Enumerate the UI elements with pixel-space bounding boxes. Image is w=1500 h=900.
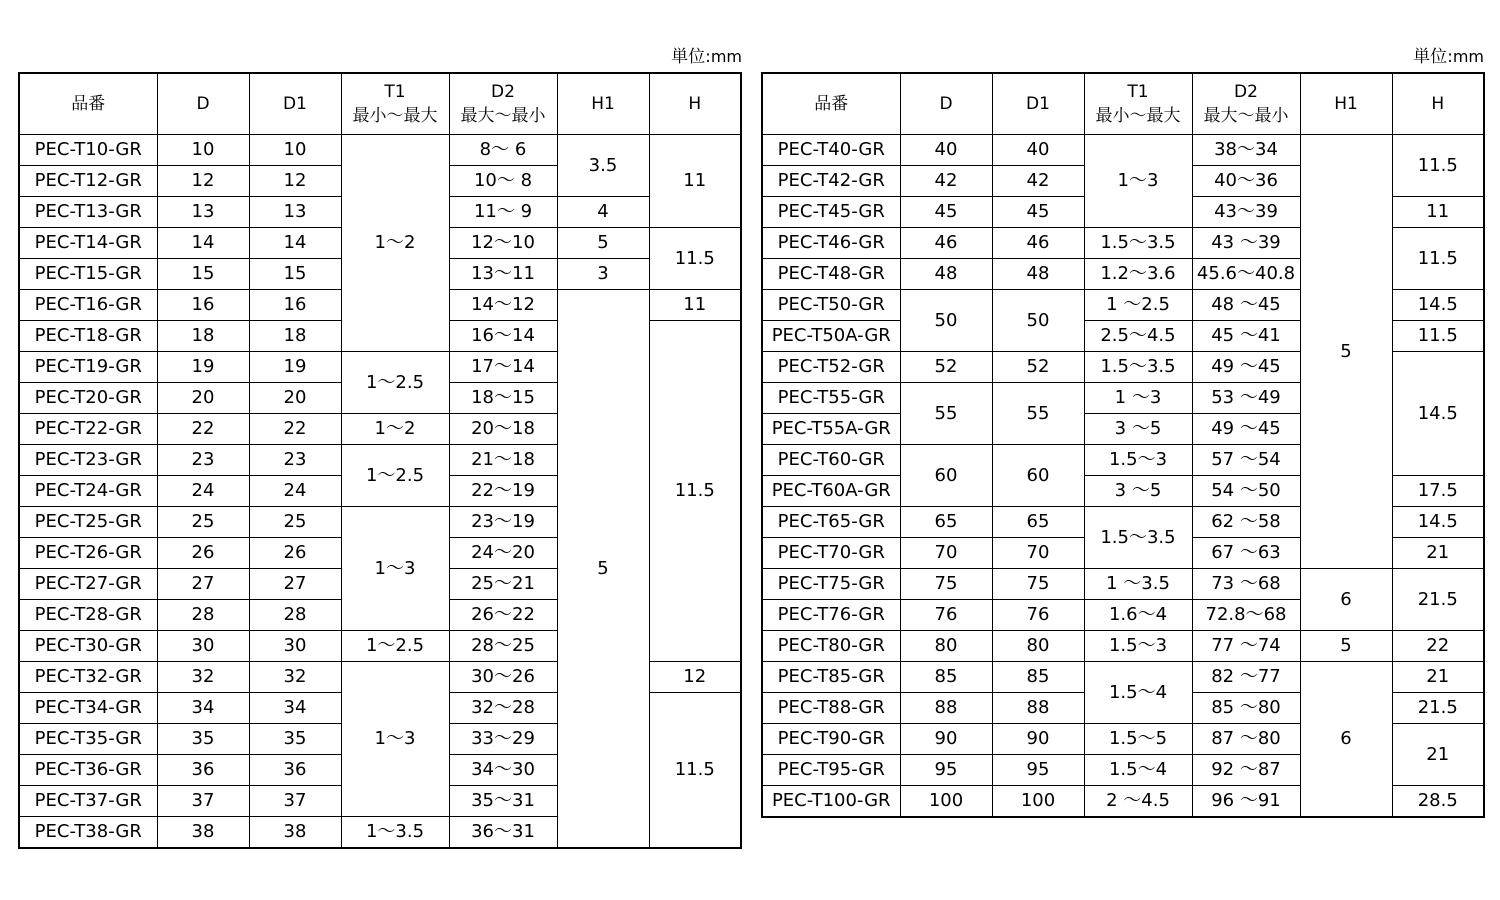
cell-code: PEC-T35-GR — [19, 724, 157, 755]
cell-d2: 40～36 — [1192, 166, 1300, 197]
cell-h: 11 — [649, 135, 741, 228]
header-d1: D1 — [992, 73, 1084, 135]
cell-code: PEC-T32-GR — [19, 662, 157, 693]
cell-d: 13 — [157, 197, 249, 228]
cell-d2: 35～31 — [449, 786, 557, 817]
cell-h1: 6 — [1300, 569, 1392, 631]
cell-d: 26 — [157, 538, 249, 569]
header-code: 品番 — [762, 73, 900, 135]
cell-h: 12 — [649, 662, 741, 693]
cell-d2: 25～21 — [449, 569, 557, 600]
cell-code: PEC-T24-GR — [19, 476, 157, 507]
cell-code: PEC-T13-GR — [19, 197, 157, 228]
cell-h: 14.5 — [1392, 352, 1484, 476]
cell-code: PEC-T65-GR — [762, 507, 900, 538]
cell-code: PEC-T37-GR — [19, 786, 157, 817]
cell-d1: 24 — [249, 476, 341, 507]
cell-h: 21 — [1392, 724, 1484, 786]
cell-code: PEC-T12-GR — [19, 166, 157, 197]
cell-d1: 65 — [992, 507, 1084, 538]
header-h1: H1 — [557, 73, 649, 135]
cell-code: PEC-T40-GR — [762, 135, 900, 166]
cell-code: PEC-T20-GR — [19, 383, 157, 414]
cell-d2: 18～15 — [449, 383, 557, 414]
cell-d2: 13～11 — [449, 259, 557, 290]
cell-d1: 52 — [992, 352, 1084, 383]
cell-d1: 30 — [249, 631, 341, 662]
cell-code: PEC-T38-GR — [19, 817, 157, 849]
table-row — [762, 569, 1484, 600]
cell-d1: 85 — [992, 662, 1084, 693]
cell-code: PEC-T50-GR — [762, 290, 900, 321]
cell-d2: 21～18 — [449, 445, 557, 476]
cell-d2: 77 ～74 — [1192, 631, 1300, 662]
cell-d2: 92 ～87 — [1192, 755, 1300, 786]
cell-code: PEC-T19-GR — [19, 352, 157, 383]
cell-h: 11 — [1392, 197, 1484, 228]
cell-t1: 1.5～5 — [1084, 724, 1192, 755]
cell-d2: 12～10 — [449, 228, 557, 259]
cell-d2: 32～28 — [449, 693, 557, 724]
header-row — [762, 73, 1484, 135]
cell-code: PEC-T70-GR — [762, 538, 900, 569]
header-d: D — [157, 73, 249, 135]
cell-h: 11 — [649, 290, 741, 321]
cell-d1: 12 — [249, 166, 341, 197]
cell-d: 85 — [900, 662, 992, 693]
cell-d: 88 — [900, 693, 992, 724]
cell-code: PEC-T30-GR — [19, 631, 157, 662]
cell-h: 21 — [1392, 538, 1484, 569]
cell-d1: 23 — [249, 445, 341, 476]
cell-t1: 1.5～3 — [1084, 445, 1192, 476]
cell-d: 100 — [900, 786, 992, 818]
cell-t1: 1.5～3.5 — [1084, 352, 1192, 383]
cell-d2: 73 ～68 — [1192, 569, 1300, 600]
cell-code: PEC-T16-GR — [19, 290, 157, 321]
cell-t1: 1～2.5 — [341, 445, 449, 507]
cell-code: PEC-T42-GR — [762, 166, 900, 197]
cell-code: PEC-T14-GR — [19, 228, 157, 259]
cell-code: PEC-T28-GR — [19, 600, 157, 631]
header-t1: T1 最小～最大 — [341, 73, 449, 135]
cell-code: PEC-T46-GR — [762, 228, 900, 259]
cell-d1: 75 — [992, 569, 1084, 600]
cell-t1: 3 ～5 — [1084, 414, 1192, 445]
cell-d1: 42 — [992, 166, 1084, 197]
cell-h1: 5 — [557, 290, 649, 849]
cell-h: 17.5 — [1392, 476, 1484, 507]
cell-t1: 1～2.5 — [341, 352, 449, 414]
cell-h: 14.5 — [1392, 290, 1484, 321]
cell-d: 24 — [157, 476, 249, 507]
cell-d: 25 — [157, 507, 249, 538]
cell-code: PEC-T26-GR — [19, 538, 157, 569]
cell-t1: 1 ～2.5 — [1084, 290, 1192, 321]
cell-d: 20 — [157, 383, 249, 414]
cell-d2: 11～ 9 — [449, 197, 557, 228]
header-code: 品番 — [19, 73, 157, 135]
cell-d1: 22 — [249, 414, 341, 445]
cell-d2: 72.8～68 — [1192, 600, 1300, 631]
header-h: H — [1392, 73, 1484, 135]
table-row — [19, 135, 741, 166]
cell-d1: 76 — [992, 600, 1084, 631]
cell-h1: 6 — [1300, 662, 1392, 818]
cell-d1: 34 — [249, 693, 341, 724]
cell-code: PEC-T15-GR — [19, 259, 157, 290]
cell-d: 32 — [157, 662, 249, 693]
cell-t1: 1 ～3 — [1084, 383, 1192, 414]
cell-d: 34 — [157, 693, 249, 724]
cell-d1: 35 — [249, 724, 341, 755]
cell-d: 18 — [157, 321, 249, 352]
cell-d1: 14 — [249, 228, 341, 259]
cell-d2: 14～12 — [449, 290, 557, 321]
cell-d: 95 — [900, 755, 992, 786]
cell-d2: 43～39 — [1192, 197, 1300, 228]
cell-d2: 96 ～91 — [1192, 786, 1300, 818]
cell-d: 37 — [157, 786, 249, 817]
header-t1: T1 最小～最大 — [1084, 73, 1192, 135]
cell-t1: 1～3 — [341, 662, 449, 817]
cell-d1: 45 — [992, 197, 1084, 228]
cell-h: 14.5 — [1392, 507, 1484, 538]
cell-d2: 17～14 — [449, 352, 557, 383]
cell-d1: 80 — [992, 631, 1084, 662]
cell-d: 55 — [900, 383, 992, 445]
cell-d1: 26 — [249, 538, 341, 569]
cell-d: 28 — [157, 600, 249, 631]
header-d1: D1 — [249, 73, 341, 135]
cell-h: 21 — [1392, 662, 1484, 693]
spec-table-right — [761, 72, 1485, 818]
cell-d2: 8～ 6 — [449, 135, 557, 166]
cell-d1: 10 — [249, 135, 341, 166]
cell-code: PEC-T36-GR — [19, 755, 157, 786]
cell-h: 11.5 — [1392, 135, 1484, 197]
cell-t1: 1～2.5 — [341, 631, 449, 662]
cell-d: 10 — [157, 135, 249, 166]
cell-d: 12 — [157, 166, 249, 197]
cell-d: 30 — [157, 631, 249, 662]
header-h: H — [649, 73, 741, 135]
cell-d1: 95 — [992, 755, 1084, 786]
cell-d1: 38 — [249, 817, 341, 849]
cell-t1: 2 ～4.5 — [1084, 786, 1192, 818]
cell-code: PEC-T90-GR — [762, 724, 900, 755]
cell-d2: 30～26 — [449, 662, 557, 693]
cell-h1: 3.5 — [557, 135, 649, 197]
cell-code: PEC-T85-GR — [762, 662, 900, 693]
cell-h: 22 — [1392, 631, 1484, 662]
table-row — [762, 631, 1484, 662]
cell-d: 16 — [157, 290, 249, 321]
cell-d2: 62 ～58 — [1192, 507, 1300, 538]
cell-d2: 43 ～39 — [1192, 228, 1300, 259]
cell-d: 38 — [157, 817, 249, 849]
header-d: D — [900, 73, 992, 135]
cell-t1: 1～2 — [341, 135, 449, 352]
cell-d: 48 — [900, 259, 992, 290]
cell-d2: 48 ～45 — [1192, 290, 1300, 321]
cell-code: PEC-T80-GR — [762, 631, 900, 662]
cell-h: 11.5 — [1392, 228, 1484, 290]
cell-d1: 40 — [992, 135, 1084, 166]
cell-d: 46 — [900, 228, 992, 259]
cell-d: 90 — [900, 724, 992, 755]
cell-d2: 23～19 — [449, 507, 557, 538]
cell-d2: 33～29 — [449, 724, 557, 755]
cell-code: PEC-T10-GR — [19, 135, 157, 166]
cell-code: PEC-T50A-GR — [762, 321, 900, 352]
cell-d2: 16～14 — [449, 321, 557, 352]
header-d2: D2 最大～最小 — [449, 73, 557, 135]
cell-d2: 10～ 8 — [449, 166, 557, 197]
cell-t1: 1.5～4 — [1084, 662, 1192, 724]
cell-t1: 3 ～5 — [1084, 476, 1192, 507]
cell-code: PEC-T25-GR — [19, 507, 157, 538]
cell-code: PEC-T55A-GR — [762, 414, 900, 445]
spec-table-left — [18, 72, 742, 849]
unit-label-left: 単位:mm — [671, 47, 742, 67]
cell-d2: 26～22 — [449, 600, 557, 631]
cell-h1: 5 — [1300, 135, 1392, 569]
cell-d2: 20～18 — [449, 414, 557, 445]
cell-h: 21.5 — [1392, 693, 1484, 724]
cell-d: 60 — [900, 445, 992, 507]
cell-t1: 1 ～3.5 — [1084, 569, 1192, 600]
cell-code: PEC-T52-GR — [762, 352, 900, 383]
cell-code: PEC-T22-GR — [19, 414, 157, 445]
cell-code: PEC-T27-GR — [19, 569, 157, 600]
cell-t1: 1～3 — [1084, 135, 1192, 228]
cell-code: PEC-T55-GR — [762, 383, 900, 414]
cell-t1: 1.5～4 — [1084, 755, 1192, 786]
cell-d1: 55 — [992, 383, 1084, 445]
cell-d1: 70 — [992, 538, 1084, 569]
cell-d1: 19 — [249, 352, 341, 383]
cell-d1: 60 — [992, 445, 1084, 507]
cell-d: 15 — [157, 259, 249, 290]
cell-d: 40 — [900, 135, 992, 166]
cell-t1: 1.5～3.5 — [1084, 507, 1192, 569]
cell-d2: 22～19 — [449, 476, 557, 507]
cell-t1: 1.2～3.6 — [1084, 259, 1192, 290]
cell-d: 45 — [900, 197, 992, 228]
cell-code: PEC-T34-GR — [19, 693, 157, 724]
cell-d2: 49 ～45 — [1192, 352, 1300, 383]
cell-code: PEC-T23-GR — [19, 445, 157, 476]
cell-code: PEC-T60A-GR — [762, 476, 900, 507]
cell-code: PEC-T95-GR — [762, 755, 900, 786]
cell-d: 75 — [900, 569, 992, 600]
cell-h: 28.5 — [1392, 786, 1484, 818]
cell-d1: 25 — [249, 507, 341, 538]
cell-h: 11.5 — [649, 321, 741, 662]
cell-d: 50 — [900, 290, 992, 352]
cell-d1: 16 — [249, 290, 341, 321]
cell-d2: 82 ～77 — [1192, 662, 1300, 693]
cell-d: 23 — [157, 445, 249, 476]
cell-d2: 87 ～80 — [1192, 724, 1300, 755]
cell-d1: 27 — [249, 569, 341, 600]
cell-d2: 85 ～80 — [1192, 693, 1300, 724]
cell-d1: 50 — [992, 290, 1084, 352]
table-row — [762, 662, 1484, 693]
cell-d: 22 — [157, 414, 249, 445]
cell-d1: 48 — [992, 259, 1084, 290]
cell-d2: 24～20 — [449, 538, 557, 569]
cell-d1: 13 — [249, 197, 341, 228]
cell-code: PEC-T88-GR — [762, 693, 900, 724]
cell-code: PEC-T60-GR — [762, 445, 900, 476]
cell-d: 14 — [157, 228, 249, 259]
cell-h1: 5 — [1300, 631, 1392, 662]
cell-d1: 100 — [992, 786, 1084, 818]
cell-d2: 53 ～49 — [1192, 383, 1300, 414]
cell-d2: 57 ～54 — [1192, 445, 1300, 476]
cell-d: 42 — [900, 166, 992, 197]
unit-label-right: 単位:mm — [1413, 47, 1484, 67]
cell-d1: 18 — [249, 321, 341, 352]
cell-h: 11.5 — [1392, 321, 1484, 352]
cell-d: 70 — [900, 538, 992, 569]
header-d2: D2 最大～最小 — [1192, 73, 1300, 135]
cell-t1: 1.5～3 — [1084, 631, 1192, 662]
cell-d: 52 — [900, 352, 992, 383]
cell-d: 35 — [157, 724, 249, 755]
cell-d: 80 — [900, 631, 992, 662]
cell-d2: 45.6～40.8 — [1192, 259, 1300, 290]
cell-t1: 2.5～4.5 — [1084, 321, 1192, 352]
cell-d2: 49 ～45 — [1192, 414, 1300, 445]
cell-t1: 1.6～4 — [1084, 600, 1192, 631]
cell-d1: 88 — [992, 693, 1084, 724]
cell-d1: 15 — [249, 259, 341, 290]
cell-d1: 28 — [249, 600, 341, 631]
cell-d1: 32 — [249, 662, 341, 693]
cell-h: 11.5 — [649, 693, 741, 849]
cell-d1: 20 — [249, 383, 341, 414]
cell-d2: 28～25 — [449, 631, 557, 662]
cell-d: 36 — [157, 755, 249, 786]
cell-d2: 34～30 — [449, 755, 557, 786]
cell-code: PEC-T75-GR — [762, 569, 900, 600]
cell-d1: 46 — [992, 228, 1084, 259]
cell-d1: 90 — [992, 724, 1084, 755]
cell-t1: 1.5～3.5 — [1084, 228, 1192, 259]
cell-code: PEC-T100-GR — [762, 786, 900, 818]
cell-d: 76 — [900, 600, 992, 631]
cell-h: 11.5 — [649, 228, 741, 290]
cell-h1: 3 — [557, 259, 649, 290]
table-row — [762, 135, 1484, 166]
cell-h1: 5 — [557, 228, 649, 259]
cell-t1: 1～2 — [341, 414, 449, 445]
cell-d: 19 — [157, 352, 249, 383]
cell-t1: 1～3 — [341, 507, 449, 631]
cell-d2: 36～31 — [449, 817, 557, 849]
cell-code: PEC-T48-GR — [762, 259, 900, 290]
cell-d2: 67 ～63 — [1192, 538, 1300, 569]
cell-h: 21.5 — [1392, 569, 1484, 631]
cell-d2: 54 ～50 — [1192, 476, 1300, 507]
header-h1: H1 — [1300, 73, 1392, 135]
cell-code: PEC-T45-GR — [762, 197, 900, 228]
cell-d: 27 — [157, 569, 249, 600]
header-row — [19, 73, 741, 135]
cell-d2: 38～34 — [1192, 135, 1300, 166]
cell-d2: 45 ～41 — [1192, 321, 1300, 352]
cell-h1: 4 — [557, 197, 649, 228]
cell-code: PEC-T76-GR — [762, 600, 900, 631]
cell-d: 65 — [900, 507, 992, 538]
cell-t1: 1～3.5 — [341, 817, 449, 849]
cell-d1: 36 — [249, 755, 341, 786]
cell-d1: 37 — [249, 786, 341, 817]
cell-code: PEC-T18-GR — [19, 321, 157, 352]
